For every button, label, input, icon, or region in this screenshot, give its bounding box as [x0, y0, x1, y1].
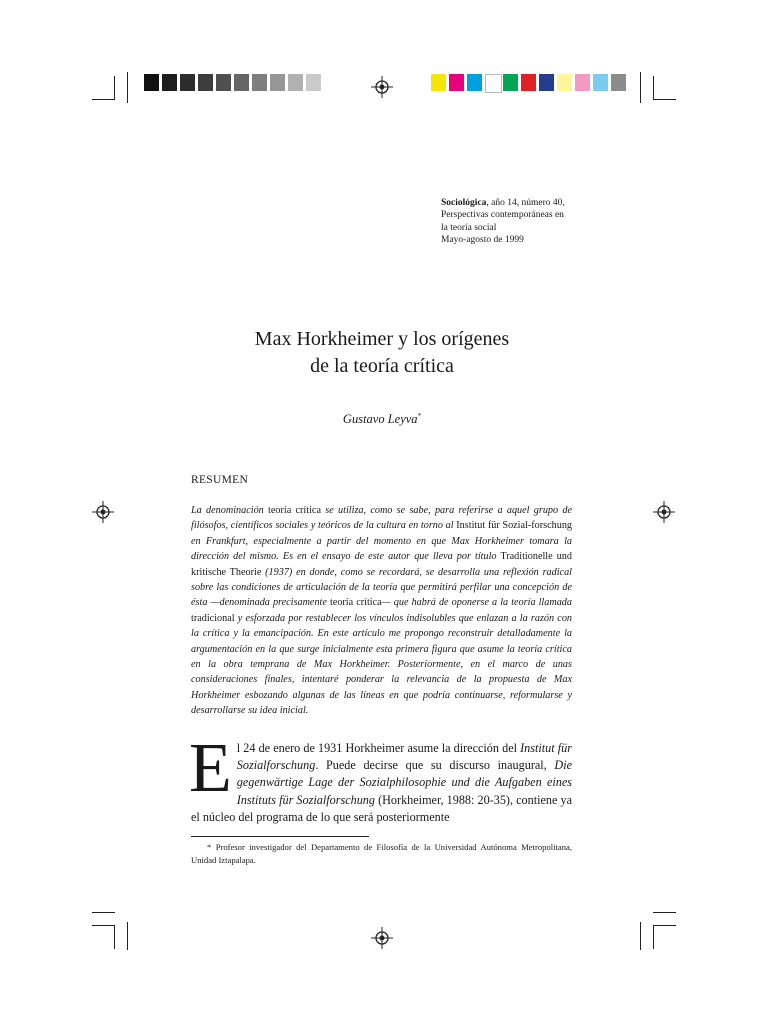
abstract-term: teoría crítica — [326, 597, 382, 609]
author-footnote-mark: * — [417, 412, 422, 420]
journal-issue: , año 14, número 40, — [486, 198, 565, 208]
color-swatch — [521, 74, 536, 91]
title-line-1: Max Horkheimer y los orígenes — [254, 328, 510, 350]
color-swatch — [144, 74, 159, 91]
article-title — [160, 326, 604, 380]
color-swatch — [449, 74, 464, 91]
registration-mark-icon — [92, 501, 114, 523]
body-text: (Horkheimer, 1988: 20-35), contiene ya el núcleo del programa de lo que será posteriormente — [191, 792, 572, 824]
body-text: . Puede decirse que su discurso inaugural, — [315, 758, 555, 773]
journal-date: Mayo-agosto de 1999 — [441, 235, 524, 246]
author-text: Gustavo Leyva — [342, 412, 418, 427]
color-swatch — [288, 74, 303, 91]
color-swatch — [539, 74, 554, 91]
footnote-divider — [191, 836, 369, 837]
color-swatch — [593, 74, 608, 91]
author-name — [160, 412, 604, 427]
color-swatch — [467, 74, 482, 91]
color-swatch — [611, 74, 626, 91]
color-swatch — [216, 74, 231, 91]
abstract-text: en Frankfurt, especialmente a partir del momento en que Max Horkheimer tomara la dirección del mismo. Es en el ensayo de este autor que lleva por título — [191, 535, 572, 563]
journal-theme-line1: Perspectivas contemporáneas en — [441, 210, 564, 221]
footnote: * Profesor investigador del Departamento de Filosofía de la Universidad Autónoma Metropolitana, Unidad Iztapalapa. — [191, 842, 572, 865]
color-swatch — [503, 74, 518, 91]
abstract-term: Traditionelle und kritische Theorie — [191, 551, 572, 578]
abstract-text: (1937) en donde, como se recordará, se desarrolla una reflexión radical sobre las condiciones de articulación de la teoría que permitirá perfilar una concepción de ésta —denominada precisamente — [191, 566, 572, 609]
title-line-2: de la teoría crítica — [310, 355, 454, 377]
abstract-term: Institut für Sozial-forschung — [453, 520, 573, 532]
abstract-text: La denominación — [191, 505, 264, 516]
abstract-text: se utiliza, como se sabe, para referirse a aquel grupo de filósofos, científicos sociales y teóricos de la cultura en torno al — [191, 505, 573, 532]
body-italic: Die gegenwärtige Lage der Sozialphilosophie und die Aufgaben eines Instituts für Sozialforschung — [236, 758, 572, 807]
journal-info — [441, 197, 601, 247]
abstract-paragraph — [191, 503, 572, 719]
color-swatch — [431, 74, 446, 91]
abstract-text: — que habrá de oponerse a la teoría llamada — [381, 597, 572, 609]
body-text: l 24 de enero de 1931 Horkheimer asume la dirección del — [236, 741, 521, 755]
journal-name: Sociológica — [441, 198, 487, 208]
color-swatch — [270, 74, 285, 91]
registration-mark-icon — [653, 501, 675, 523]
color-swatch — [198, 74, 213, 91]
color-swatch — [485, 74, 502, 93]
journal-theme-line2: la teoría social — [441, 222, 497, 233]
body-italic: Institut für Sozialforschung — [236, 741, 572, 773]
color-swatch — [252, 74, 267, 91]
registration-mark-icon — [371, 927, 393, 949]
color-swatch — [180, 74, 195, 91]
abstract-term: tradicional — [191, 612, 238, 624]
abstract-term: teoría crítica — [263, 505, 326, 516]
abstract-text: y esforzada por restablecer los vínculos indisolubles que enlazan a la razón con la crítica y la emancipación. En este artículo me propongo reconstruir detalladamente la argumentación en la que surge inicialmente esta primera figura que asume la teoría crítica en la obra temprana de Max Horkheimer. Posteriormente, en el marco de unas consideraciones finales, intentaré ponderar la relevancia de la propuesta de Max Horkheimer esbozando algunas de las líneas en que podría continuarse, reformularse y desarrollarse su idea inicial. — [191, 612, 573, 717]
color-swatch — [306, 74, 321, 91]
color-swatch — [234, 74, 249, 91]
drop-cap: E — [189, 730, 232, 807]
abstract-heading: RESUMEN — [191, 474, 249, 486]
color-swatch — [162, 74, 177, 91]
body-paragraph — [189, 730, 572, 826]
color-swatch — [575, 74, 590, 91]
color-swatch — [557, 74, 572, 91]
registration-mark-icon — [371, 76, 393, 98]
